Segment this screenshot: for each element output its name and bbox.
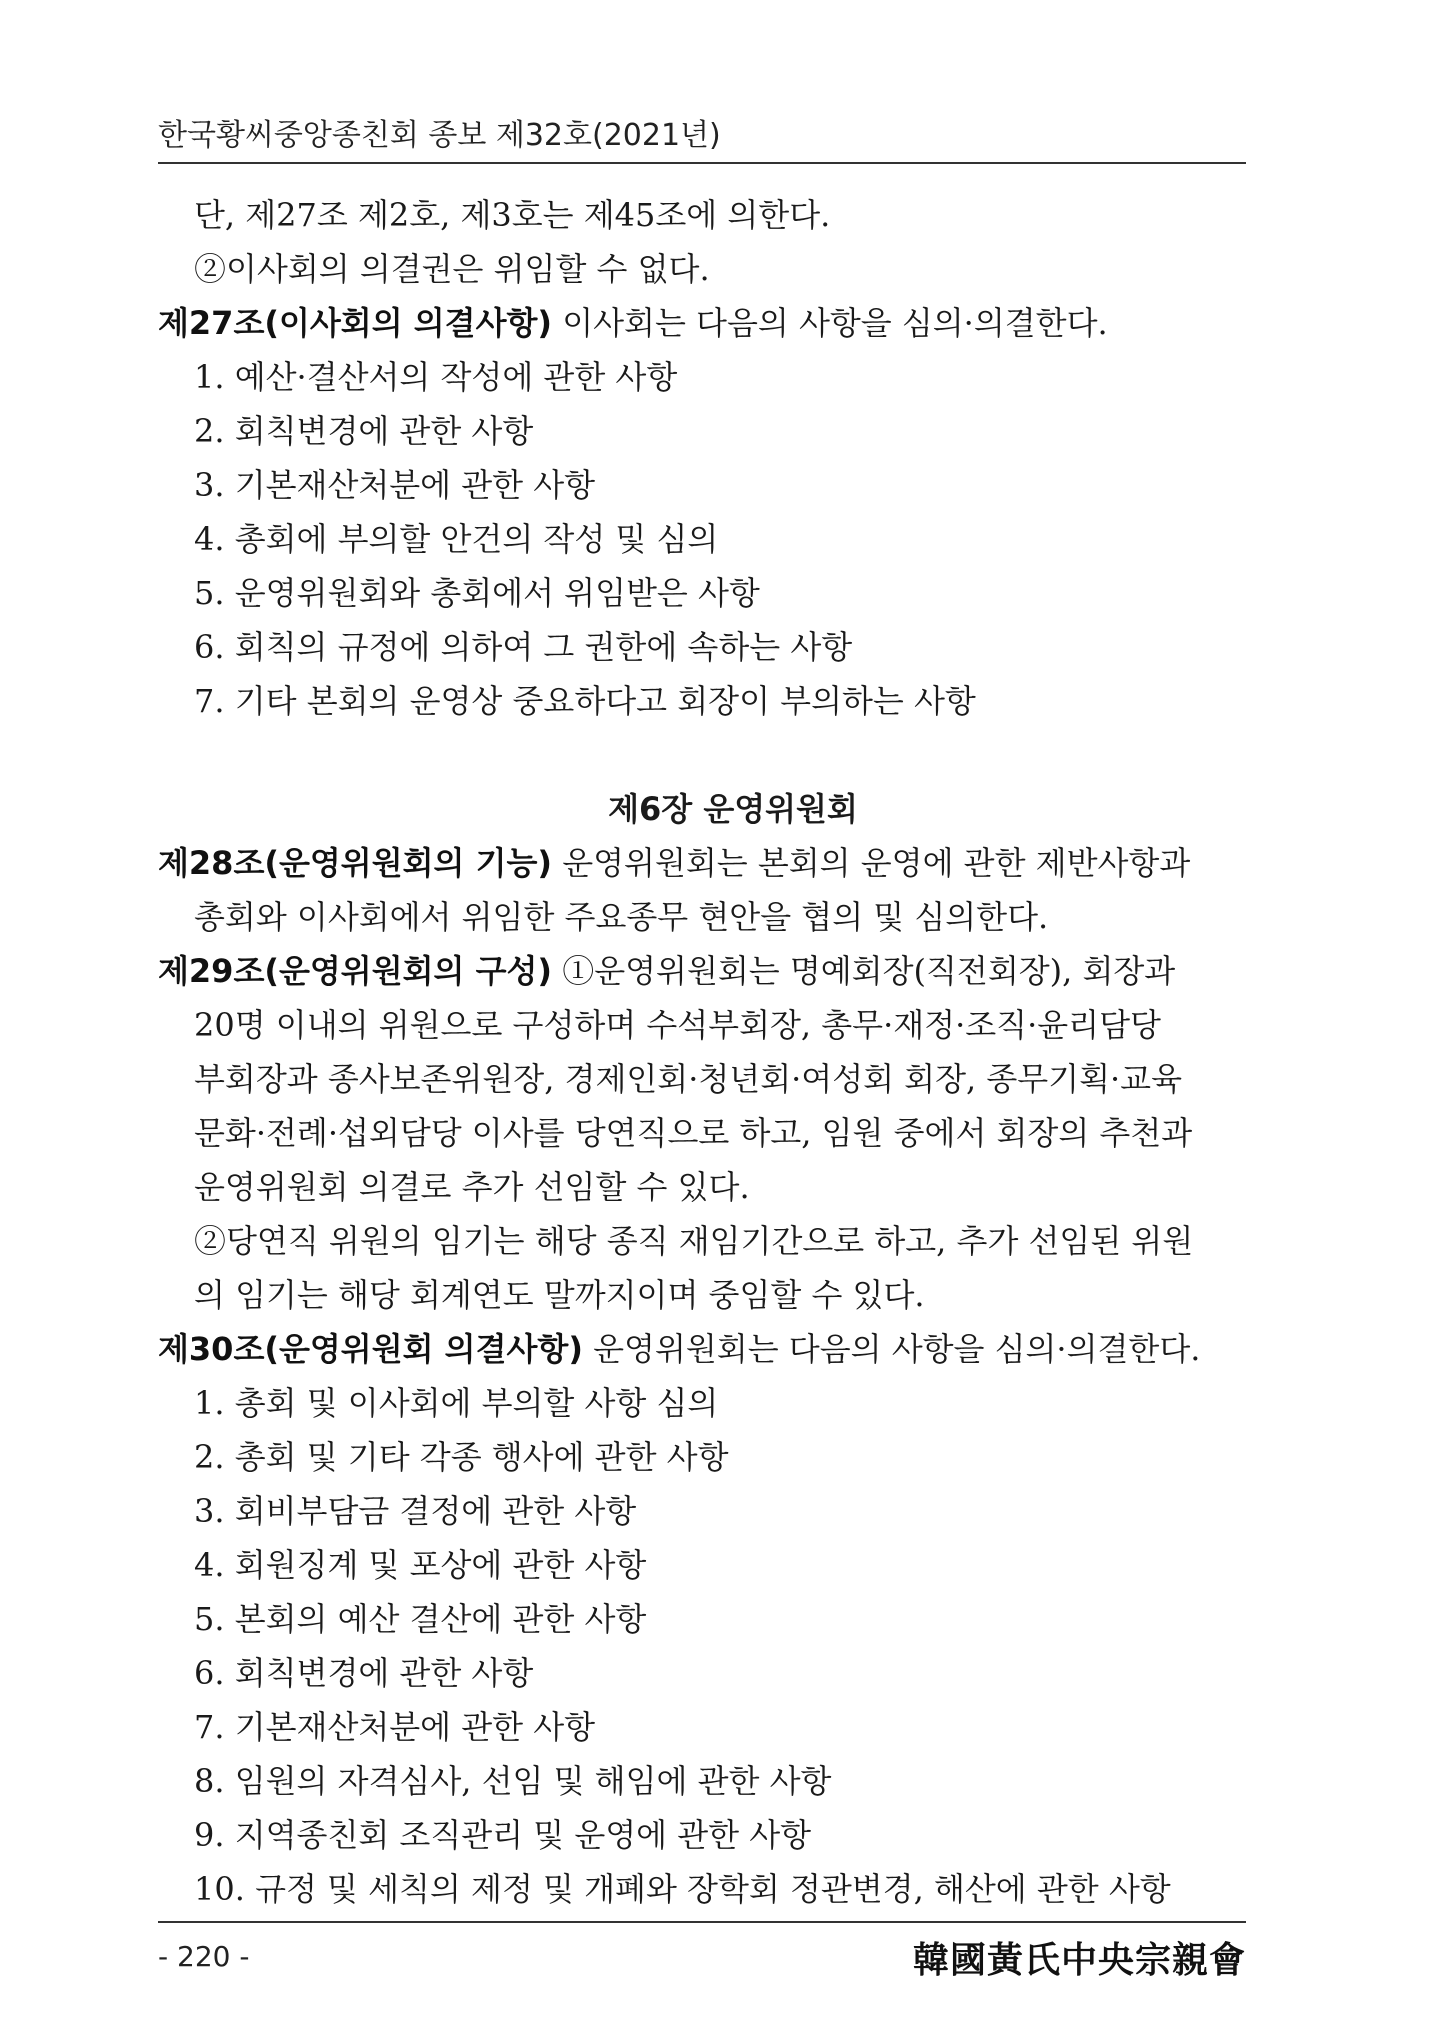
list-item: 9. 지역종친회 조직관리 및 운영에 관한 사항 <box>194 1816 812 1854</box>
footer-rule <box>158 1921 1246 1923</box>
header-rule <box>158 162 1246 164</box>
article-continuation: ②당연직 위원의 임기는 해당 종직 재임기간으로 하고, 추가 선임된 위원 <box>194 1222 1194 1260</box>
article-continuation: 문화·전례·섭외담당 이사를 당연직으로 하고, 임원 중에서 회장의 추천과 <box>194 1114 1193 1152</box>
list-item: 7. 기타 본회의 운영상 중요하다고 회장이 부의하는 사항 <box>194 682 976 720</box>
article-28 <box>158 836 1248 890</box>
article-heading: 제29조(운영위원회의 구성) <box>158 952 553 990</box>
page-body <box>158 188 1248 1916</box>
organization-name: 韓國黃氏中央宗親會 <box>912 1939 1246 1981</box>
article-heading: 제27조(이사회의 의결사항) <box>158 304 553 342</box>
list-item: 5. 본회의 예산 결산에 관한 사항 <box>194 1600 647 1638</box>
list-item: 5. 운영위원회와 총회에서 위임받은 사항 <box>194 574 760 612</box>
list-item: 4. 총회에 부의할 안건의 작성 및 심의 <box>194 520 719 558</box>
list-item: 3. 기본재산처분에 관한 사항 <box>194 466 596 504</box>
continuation-line: ②이사회의 의결권은 위임할 수 없다. <box>194 250 710 288</box>
list-item: 7. 기본재산처분에 관한 사항 <box>194 1708 596 1746</box>
article-text: 이사회는 다음의 사항을 심의·의결한다. <box>552 304 1108 342</box>
page-number: - 220 - <box>158 1940 250 1973</box>
list-item: 4. 회원징계 및 포상에 관한 사항 <box>194 1546 647 1584</box>
list-item: 3. 회비부담금 결정에 관한 사항 <box>194 1492 637 1530</box>
chapter-title: 제6장 운영위원회 <box>608 790 858 828</box>
article-27 <box>158 296 1248 350</box>
article-continuation: 운영위원회 의결로 추가 선임할 수 있다. <box>194 1168 750 1206</box>
article-30 <box>158 1322 1248 1376</box>
article-continuation: 20명 이내의 위원으로 구성하며 수석부회장, 총무·재정·조직·윤리담당 <box>194 1006 1161 1044</box>
article-heading: 제28조(운영위원회의 기능) <box>158 844 553 882</box>
article-continuation: 부회장과 종사보존위원장, 경제인회·청년회·여성회 회장, 종무기획·교육 <box>194 1060 1182 1098</box>
article-continuation: 의 임기는 해당 회계연도 말까지이며 중임할 수 있다. <box>194 1276 925 1314</box>
article-continuation: 총회와 이사회에서 위임한 주요종무 현안을 협의 및 심의한다. <box>194 898 1049 936</box>
list-item: 6. 회칙변경에 관한 사항 <box>194 1654 534 1692</box>
running-header: 한국황씨중앙종친회 종보 제32호(2021년) <box>158 118 721 153</box>
article-text: ①운영위원회는 명예회장(직전회장), 회장과 <box>552 952 1176 990</box>
list-item: 10. 규정 및 세칙의 제정 및 개폐와 장학회 정관변경, 해산에 관한 사항 <box>194 1870 1171 1908</box>
article-text: 운영위원회는 본회의 운영에 관한 제반사항과 <box>552 844 1191 882</box>
article-heading: 제30조(운영위원회 의결사항) <box>158 1330 583 1368</box>
article-text: 운영위원회는 다음의 사항을 심의·의결한다. <box>582 1330 1201 1368</box>
list-item: 2. 총회 및 기타 각종 행사에 관한 사항 <box>194 1438 729 1476</box>
list-item: 2. 회칙변경에 관한 사항 <box>194 412 534 450</box>
continuation-line: 단, 제27조 제2호, 제3호는 제45조에 의한다. <box>194 196 831 234</box>
list-item: 6. 회칙의 규정에 의하여 그 권한에 속하는 사항 <box>194 628 853 666</box>
section-spacer <box>158 728 1248 782</box>
list-item: 8. 임원의 자격심사, 선임 및 해임에 관한 사항 <box>194 1762 832 1800</box>
article-29 <box>158 944 1248 998</box>
list-item: 1. 예산·결산서의 작성에 관한 사항 <box>194 358 678 396</box>
list-item: 1. 총회 및 이사회에 부의할 사항 심의 <box>194 1384 719 1422</box>
